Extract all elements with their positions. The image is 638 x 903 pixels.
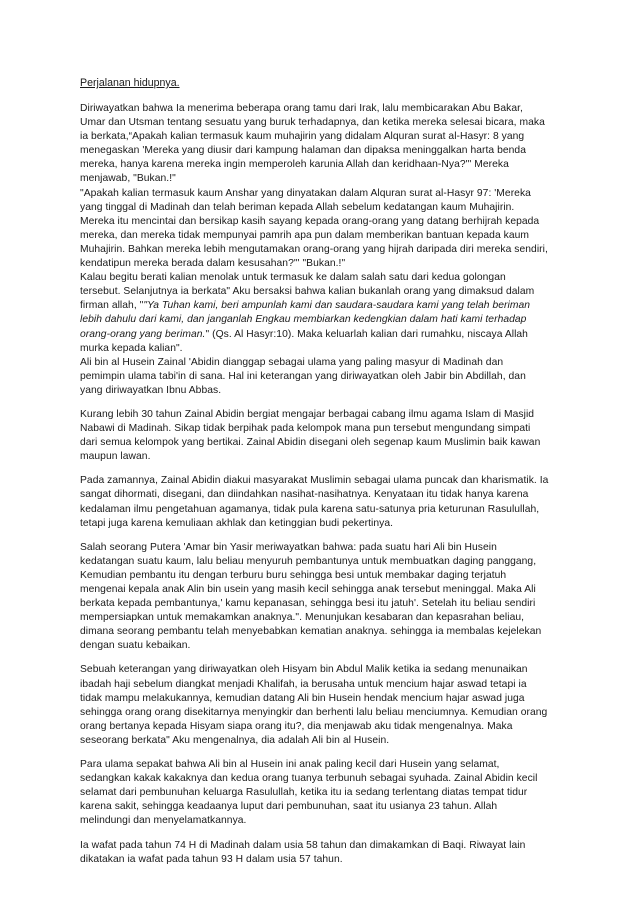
line-text: tersebut. Selanjutnya ia berkata" Aku bersaksi bahwa kalian bukanlah orang yang dimaksud dalam	[80, 286, 535, 298]
line-text: Pada zamannya, Zainal Abidin diakui masyarakat Muslimin sebagai ulama puncak dan kharismatik. Ia	[80, 475, 549, 487]
text-line	[80, 517, 588, 531]
text-line	[80, 313, 588, 327]
text-line	[80, 706, 588, 720]
text-line	[80, 201, 588, 215]
text-line	[80, 215, 588, 229]
text-line	[80, 172, 588, 186]
line-text: mereka, hanya karena mereka ingin memperoleh karunia Allah dan keridhaan-Nya?"' Mereka	[80, 159, 509, 171]
line-text: mereka, dan mereka tidak mempunyai pamrih apa pun dalam memberikan bantuan kepada kaum	[80, 229, 530, 241]
text-line	[80, 786, 588, 800]
line-text: murka kepada kalian".	[80, 342, 183, 354]
line-text: ibadah haji sebelum diangkat menjadi Khalifah, ia berusaha untuk mencium hajar aswad tetapi ia	[80, 678, 527, 690]
text-line	[80, 436, 588, 450]
text-line	[80, 678, 588, 692]
paragraph	[80, 541, 588, 654]
line-text: karena sakit, sehingga keadaanya luput dari pembunuhan, saat itu usianya 23 tahun. Allah	[80, 801, 498, 813]
text-line	[80, 583, 588, 597]
paragraph	[80, 839, 588, 867]
line-text: ia berkata,“Apakah kalian termasuk kaum muhajirin yang didalam Alquran surat al-Hasyr: 8 yang	[80, 131, 525, 143]
line-text: dengan suatu kebaikan.	[80, 640, 191, 652]
line-text: yang diriwayatkan Ibnu Abbas.	[80, 384, 222, 396]
text-line	[80, 772, 588, 786]
line-text: "Apakah kalian termasuk kaum Anshar yang dinyatakan dalam Alquran surat al-Hasyr 97: 'Mereka	[80, 187, 531, 199]
line-text: Ia wafat pada tahun 74 H di Madinah dalam usia 58 tahun dan dimakamkan di Baqi. Riwayat lain	[80, 839, 526, 851]
line-text: Kurang lebih 30 tahun Zainal Abidin bergiat mengajar berbagai cabang ilmu agama Islam di Masjid	[80, 408, 535, 420]
line-text: Nabawi di Madinah. Sikap tidak berpihak pada kelompok mana pun tersebut mengundang simpati	[80, 423, 531, 435]
line-text: selamat dari pembunuhan keluarga Rasulullah, ketika itu ia sedang terlentang diatas tempat tidur	[80, 787, 528, 799]
text-line	[80, 720, 588, 734]
paragraph	[80, 102, 588, 398]
line-text: menegaskan 'Mereka yang diusir dari kampung halaman dan dipaksa meninggalkan harta benda	[80, 145, 526, 157]
line-text: maupun lawan.	[80, 451, 151, 463]
text-line	[80, 328, 588, 342]
line-text: pemimpin ulama tabi'in di sana. Hal ini keterangan yang diriwayatkan oleh Jabir bin Abdillah, dan	[80, 370, 526, 382]
paragraph	[80, 408, 588, 464]
text-line	[80, 474, 588, 488]
line-text: kedalaman ilmu pengetahuan agamanya, tidak pula karena satu-satunya pria keturunan Rasulullah,	[80, 503, 540, 515]
paragraph	[80, 474, 588, 530]
text-line	[80, 625, 588, 639]
text-line	[80, 299, 588, 313]
text-line	[80, 488, 588, 502]
text-line	[80, 734, 588, 748]
line-text: Ali bin al Husein Zainal 'Abidin dianggap sebagai ulama yang paling masyur di Madinah dan	[80, 356, 504, 368]
line-text: mengenai kepala anak Alin bin usein yang masih kecil sehingga anak tersebut meninggal. Maka Ali	[80, 584, 536, 595]
text-line	[80, 814, 588, 828]
text-line	[80, 422, 588, 436]
line-text: kedatangan suatu kaum, lalu beliau menyuruh pembantunya untuk membuatkan daging panggang,	[80, 555, 537, 567]
text-line	[80, 384, 588, 398]
text-line	[80, 663, 588, 677]
line-text: Umar dan Utsman tentang sesuatu yang buruk terhadapnya, dan ketika mereka selesai bicara, maka	[80, 117, 545, 129]
text-line	[80, 639, 588, 653]
text-line	[80, 102, 588, 116]
line-text: seseorang berkata" Aku mengenalnya, dia adalah Ali bin al Husein.	[80, 734, 390, 746]
line-text: Mereka itu mencintai dan bersikap kasih sayang kepada orang-orang yang datang berhijrah kepada	[80, 215, 540, 227]
text-line	[80, 243, 588, 257]
text-line	[80, 144, 588, 158]
line-text: firman allah, "	[80, 300, 144, 312]
text-line	[80, 356, 588, 370]
text-line	[80, 130, 588, 144]
line-text: melindungi dan menyelamatkannya.	[80, 815, 247, 827]
quoted-verse-text: orang-orang yang beriman.	[80, 328, 206, 340]
line-text: tetapi juga karena kemuliaan akhlak dan ketinggian budi pekertinya.	[80, 517, 394, 529]
line-text: tidak mampu melakukannya, kemudian datang Ali bin Husein hendak mencium hajar aswad juga	[80, 692, 525, 704]
text-line	[80, 611, 588, 625]
paragraph	[80, 758, 588, 828]
line-text: orang bertanya kepada Hisyam siapa orang itu?, dia menjawab aku tidak mengenalnya. Maka	[80, 720, 513, 732]
text-line	[80, 158, 588, 172]
document-body	[80, 102, 588, 867]
line-text: sedangkan kakak kakaknya dan kedua orang tuanya terbunuh sebagai syuhada. Zainal Abidin kecil	[80, 773, 538, 785]
text-line	[80, 229, 588, 243]
text-line	[80, 692, 588, 706]
line-text: berkata kepada pembantunya,' kamu kepanasan, sehingga besi itu jatuh'. Setelah itu beliau sendiri	[80, 598, 536, 610]
text-line	[80, 569, 588, 583]
text-line	[80, 450, 588, 464]
text-line	[80, 597, 588, 611]
line-text: kendatipun mereka berada dalam kesusahan?"' "Bukan.!"	[80, 258, 346, 270]
line-text: dikatakan ia wafat pada tahun 93 H dalam usia 57 tahun.	[80, 853, 343, 865]
line-text: dimana seorang pembantu telah menyebabkan kematian anaknya. sehingga ia membalas kejelekan	[80, 626, 542, 638]
paragraph	[80, 663, 588, 748]
text-line	[80, 800, 588, 814]
line-text: Diriwayatkan bahwa Ia menerima beberapa orang tamu dari Irak, lalu membicarakan Abu Bakar,	[80, 103, 523, 114]
quoted-verse-text: lebih dahulu dari kami, dan janganlah Engkau membiarkan kedengkian dalam hati kami terhadap	[80, 314, 527, 326]
text-line	[80, 116, 588, 130]
line-text: mempersiapkan untuk memakamkan anaknya.". Menunjukan kesabaran dan kepasrahan beliau,	[80, 612, 525, 624]
text-line	[80, 271, 588, 285]
text-line	[80, 285, 588, 299]
line-text: dari semua kelompok yang bertikai. Zainal Abidin disegani oleh segenap kaum Muslimin baik kawan	[80, 437, 541, 449]
line-text-tail: " (Qs. Al Hasyr:10). Maka keluarlah kalian dari rumahku, niscaya Allah	[205, 328, 528, 340]
text-line	[80, 408, 588, 422]
text-line	[80, 839, 588, 853]
line-text: Kalau begitu berati kalian menolak untuk termasuk ke dalam salah satu dari kedua golongan	[80, 272, 506, 284]
section-heading: Perjalanan hidupnya.	[80, 77, 180, 89]
text-line	[80, 555, 588, 569]
line-text: Salah seorang Putera 'Amar bin Yasir meriwayatkan bahwa: pada suatu hari Ali bin Husein	[80, 541, 497, 553]
text-line	[80, 541, 588, 555]
line-text: sangat dihormati, disegani, dan diindahkan nasihat-nasihatnya. Kenyataan itu tidak hanya karena	[80, 489, 529, 501]
line-text: Kemudian pembantu itu dengan terburu buru sehingga besi untuk membakar daging terjatuh	[80, 569, 507, 581]
line-text: yang tinggal di Madinah dan telah beriman kepada Allah sebelum kedatangan kaum Muhajirin.	[80, 201, 515, 213]
text-line	[80, 370, 588, 384]
line-text: menjawab, "Bukan.!"	[80, 173, 176, 185]
quoted-verse-text: "Ya Tuhan kami, beri ampunlah kami dan saudara-saudara kami yang telah beriman	[143, 300, 531, 312]
text-line	[80, 853, 588, 867]
line-text: sehingga orang orang disekitarnya menyingkir dan berhenti lalu beliau menciumnya. Kemudian orang	[80, 706, 548, 718]
text-line	[80, 257, 588, 271]
text-line	[80, 758, 588, 772]
line-text: Sebuah keterangan yang diriwayatkan oleh Hisyam bin Abdul Malik ketika ia sedang menunaikan	[80, 664, 528, 676]
line-text: Muhajirin. Bahkan mereka lebih mengutamakan orang-orang yang hijrah daripada diri mereka sendiri,	[80, 243, 548, 255]
line-text: Para ulama sepakat bahwa Ali bin al Husein ini anak paling kecil dari Husein yang selamat,	[80, 759, 500, 771]
text-line	[80, 342, 588, 356]
text-line	[80, 187, 588, 201]
text-line	[80, 503, 588, 517]
